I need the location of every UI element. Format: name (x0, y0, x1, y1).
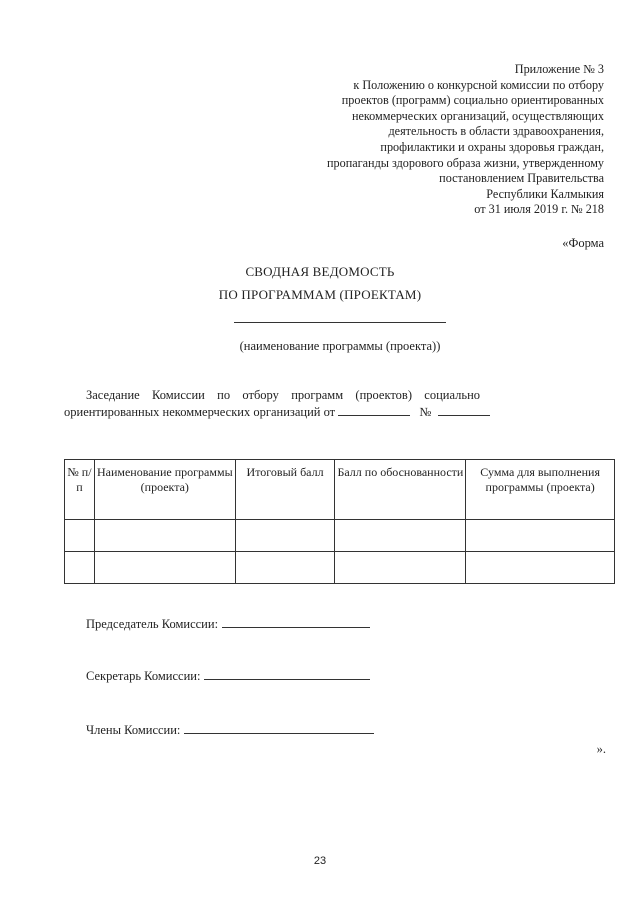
table-cell (65, 520, 95, 552)
meeting-word: программ (291, 388, 344, 402)
meeting-date-blank (338, 405, 410, 416)
meeting-word: Комиссии (152, 388, 205, 402)
meeting-word: отбору (242, 388, 279, 402)
appendix-line: к Положению о конкурсной комиссии по отбору (353, 77, 604, 92)
table-cell (94, 552, 235, 584)
table-cell (235, 552, 335, 584)
appendix-line: проектов (программ) социально ориентированных (341, 93, 604, 108)
form-closing-mark: ». (596, 742, 606, 756)
meeting-line-1 (86, 388, 480, 403)
chairman-signature-line (222, 617, 370, 628)
table-cell (65, 552, 95, 584)
chairman-label: Председатель Комиссии: (86, 617, 219, 631)
meeting-word: (проектов) (355, 388, 412, 402)
program-name-caption: (наименование программы (проекта)) (239, 339, 441, 353)
table-cell (335, 520, 466, 552)
program-name-blank-line (234, 322, 446, 323)
chairman-signature (86, 617, 370, 632)
table-cell (94, 520, 235, 552)
meeting-line-2 (64, 405, 490, 420)
appendix-line: от 31 июля 2019 г. № 218 (474, 202, 604, 217)
members-label: Члены Комиссии: (86, 723, 181, 737)
appendix-line: деятельность в области здравоохранения, (388, 124, 604, 139)
appendix-line: Приложение № 3 (514, 62, 604, 76)
meeting-word: социально (424, 388, 481, 402)
column-header-justification-score: Балл по обоснованности (335, 460, 466, 520)
table-cell (335, 552, 466, 584)
column-header-amount: Сумма для выполнения программы (проекта) (466, 460, 615, 520)
members-signature (86, 723, 374, 738)
table-row (65, 520, 615, 552)
members-signature-line (184, 723, 374, 734)
table-cell (466, 520, 615, 552)
meeting-word: Заседание (86, 388, 140, 402)
secretary-label: Секретарь Комиссии: (86, 669, 201, 683)
secretary-signature (86, 669, 370, 684)
meeting-text: ориентированных некоммерческих организаций от (64, 405, 336, 419)
meeting-number-blank (438, 405, 490, 416)
appendix-line: пропаганды здорового образа жизни, утвержденному (327, 155, 604, 170)
secretary-signature-line (204, 669, 370, 680)
appendix-header (284, 62, 604, 218)
summary-table (64, 459, 615, 584)
table-row (65, 552, 615, 584)
form-label: «Форма (562, 236, 604, 250)
page-number: 23 (313, 855, 327, 867)
appendix-line: постановлением Правительства (439, 171, 604, 186)
column-header-number: № п/п (65, 460, 95, 520)
column-header-total-score: Итоговый балл (235, 460, 335, 520)
column-header-program-name: Наименование программы (проекта) (94, 460, 235, 520)
appendix-line: некоммерческих организаций, осуществляющих (351, 108, 604, 123)
document-title: СВОДНАЯ ВЕДОМОСТЬ (245, 264, 395, 279)
table-cell (235, 520, 335, 552)
meeting-word: по (217, 388, 231, 402)
document-subtitle: ПО ПРОГРАММАМ (ПРОЕКТАМ) (218, 287, 422, 302)
table-header-row (65, 460, 615, 520)
appendix-line: Республики Калмыкия (486, 186, 604, 201)
appendix-line: профилактики и охраны здоровья граждан, (380, 139, 604, 154)
table-cell (466, 552, 615, 584)
number-sign: № (419, 405, 432, 419)
